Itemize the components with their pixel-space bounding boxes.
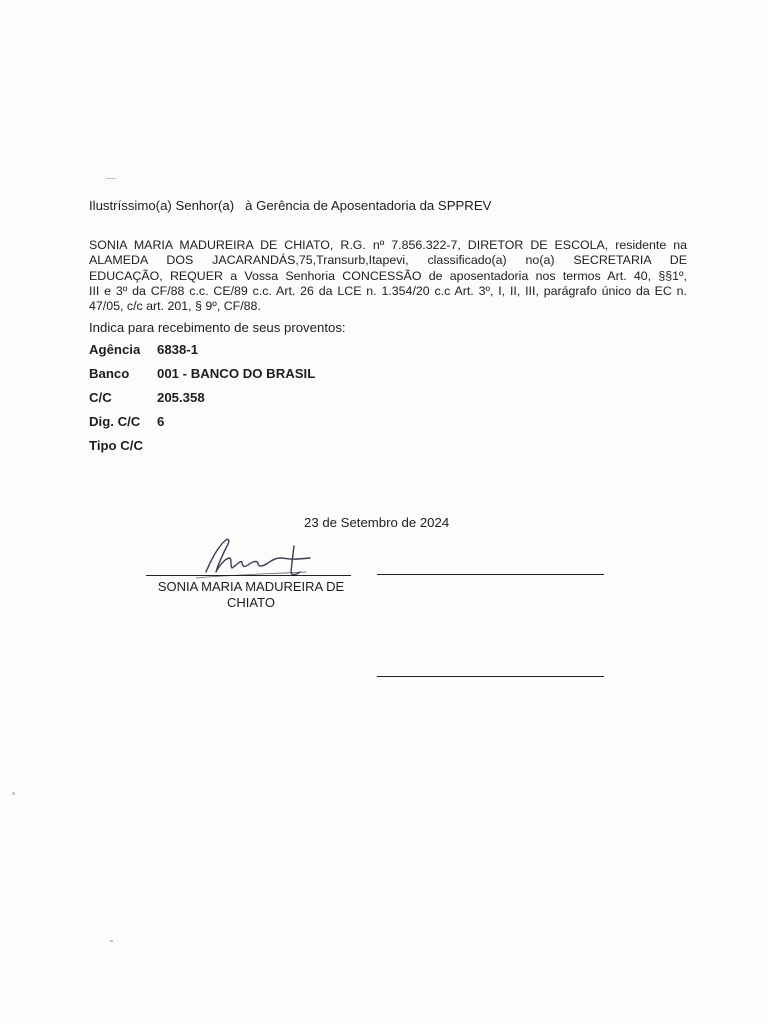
- dig-label: Dig. C/C: [89, 414, 141, 429]
- paragraph-line: 47/05, c/c art. 201, § 9º, CF/88.: [89, 299, 261, 314]
- scan-speck: [110, 940, 113, 942]
- bank-row-banco: [89, 366, 315, 390]
- signer-name: [140, 579, 362, 610]
- paragraph-line: ALAMEDA DOS JACARANDÁS,75,Transurb,Itapevi, classificado(a) no(a) SECRETARIA DE: [89, 253, 687, 268]
- document-date: 23 de Setembro de 2024: [304, 515, 450, 530]
- paragraph-line: III e 3º da CF/88 c.c. CE/89 c.c. Art. 26 da LCE n. 1.354/20 c.c Art. 3º, I, II, III, parágrafo único da EC n.: [89, 283, 687, 298]
- paragraph-line: SONIA MARIA MADUREIRA DE CHIATO, R.G. nº 7.856.322-7, DIRETOR DE ESCOLA, residente na: [89, 238, 687, 252]
- bank-row-tipo: [89, 438, 315, 462]
- payment-intro: Indica para recebimento de seus proventos:: [89, 320, 346, 335]
- handwritten-signature: [196, 532, 326, 580]
- banco-value: 001 - BANCO DO BRASIL: [157, 366, 316, 381]
- bank-row-dig: [89, 414, 315, 438]
- signer-name-line: SONIA MARIA MADUREIRA DE: [157, 579, 345, 594]
- bank-row-agencia: [89, 342, 315, 366]
- signature-line-bottom: [377, 676, 604, 677]
- salutation: Ilustríssimo(a) Senhor(a) à Gerência de Aposentadoria da SPPREV: [89, 198, 492, 213]
- signature-line-right: [377, 574, 604, 575]
- request-paragraph: [89, 238, 687, 314]
- scan-speck: [12, 792, 15, 795]
- dig-value: 6: [157, 414, 165, 429]
- signer-name-line: CHIATO: [227, 594, 275, 610]
- paragraph-line: EDUCAÇÃO, REQUER a Vossa Senhoria CONCESSÃO de aposentadoria nos termos Art. 40, §§1º,: [89, 268, 687, 283]
- cc-value: 205.358: [157, 390, 205, 405]
- banco-label: Banco: [89, 366, 130, 381]
- agencia-label: Agência: [89, 342, 141, 357]
- cc-label: C/C: [89, 390, 112, 405]
- bank-row-cc: [89, 390, 315, 414]
- bank-details: [89, 342, 315, 462]
- scan-speck: [106, 178, 116, 179]
- tipo-label: Tipo C/C: [89, 438, 143, 453]
- agencia-value: 6838-1: [157, 342, 199, 357]
- signature-line-left: [146, 575, 351, 576]
